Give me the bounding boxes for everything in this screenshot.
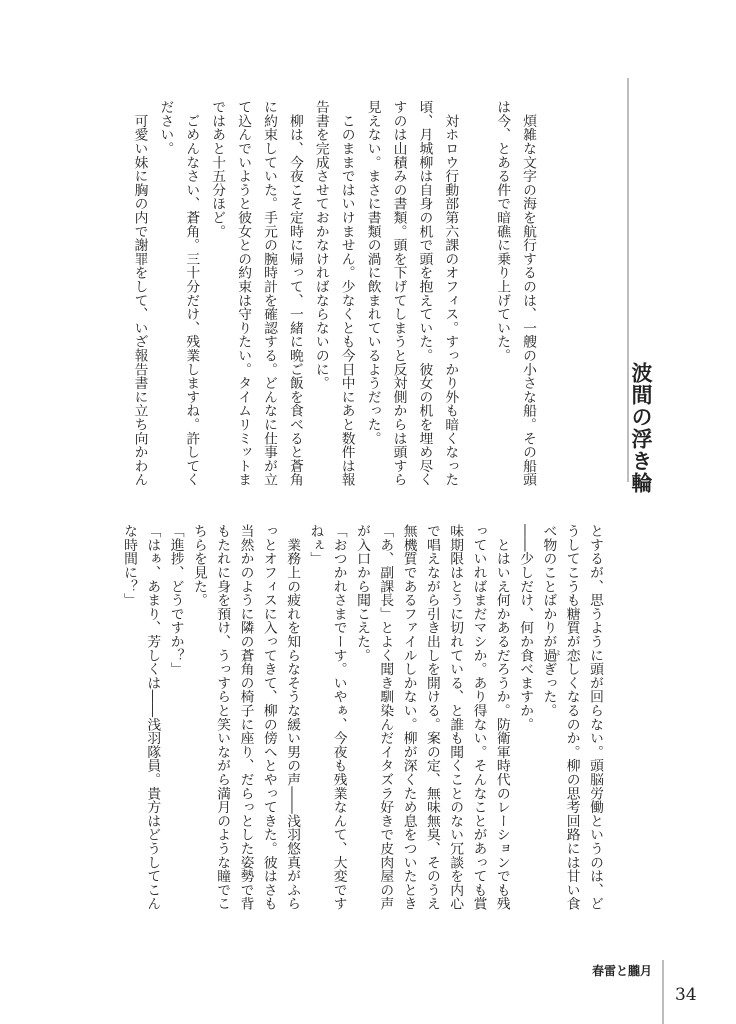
text-column: 対ホロウ行動部第六課のオフィス。すっかり外も暗くなった [442, 100, 459, 487]
text-column: に約束していた。手元の腕時計を確認する。どんなに仕事が立 [261, 100, 277, 487]
text-column: 当然かのように隣の蒼角の椅子に座り、だらっとした姿勢で背 [237, 524, 254, 911]
text-column: 無機質であるファイルしかない。柳が深くため息をついたとき [400, 524, 417, 911]
text-column: ではあと十五分ほど。 [209, 100, 226, 238]
text-column: 頃、月城柳は自身の机で頭を抱えていた。彼女の机を埋め尽く [416, 100, 433, 487]
text-column: すのは山積みの書類。頭を下げてしまうと反対側からは頭すら [390, 100, 407, 487]
text-column: な時間に？」 [121, 524, 137, 607]
text-column: うしてこうも糖質が恋しくなるのか。柳の思考回路には甘い食 [563, 524, 580, 911]
text-column: 告書を完成させておかなければならないのに。 [312, 100, 329, 390]
text-column: ――少しだけ、何か食べますか。 [517, 524, 534, 731]
ruby-annotation: よ [555, 650, 562, 657]
text-column: っていればまだマシか。あり得ない。そんなことがあっても賞 [470, 524, 487, 911]
text-column: 「はぁ、あまり、芳しくは――浅羽隊員。貴方はどうしてこん [144, 524, 161, 911]
text-column: 味期限はとうに切れている、と誰も聞くことのない冗談を内心 [447, 524, 464, 911]
text-column: っとオフィスに入ってきて、柳の傍へとやってきた。彼はさも [260, 524, 277, 911]
text-column: は今、とある件で暗礁に乗り上げていた。 [494, 100, 511, 363]
text-column: ちらを見た。 [190, 524, 207, 607]
text-column: とするが、思うように頭が回らない。頭脳労働というのは、ど [587, 524, 603, 911]
text-column: ださい。 [157, 100, 174, 156]
text-column: 煩雑な文字の海を航行するのは、一艘の小さな船。その船頭 [520, 100, 536, 487]
text-column: で唱えながら引き出しを開ける。案の定、無味無臭、そのうえ [423, 524, 440, 911]
text-column: もたれに身を預け、うっすらと笑いながら満月のような瞳でこ [214, 524, 231, 911]
footer-rule [662, 960, 664, 1024]
text-column: ねぇ」 [307, 524, 324, 566]
text-column: 見えない。まさに書類の渦に飲まれているようだった。 [364, 100, 381, 445]
running-head: 春雷と朧月 [591, 964, 652, 978]
text-column: て込んでいようと彼女との約束は守りたい。タイムリミットま [235, 100, 252, 487]
text-column: 柳は、今夜こそ定時に帰って、一緒に晩ご飯を食べると蒼角 [286, 100, 303, 487]
text-column: 「おつかれさまでーす。いやぁ、今夜も残業なんて、大変です [330, 524, 347, 911]
text-column: が入口から聞こえた。 [354, 524, 370, 662]
text-column: とはいえ何かあるだろうか。防衛軍時代のレーションでも残 [493, 524, 510, 911]
text-column: このままではいけません。少なくとも今日中にあと数件は報 [338, 100, 355, 487]
text-column: 可愛い妹に胸の内で謝罪をして、いざ報告書に立ち向かわん [131, 100, 148, 487]
text-column: ごめんなさい、蒼角。三十分だけ、残業しますね。許してく [183, 100, 200, 487]
text-column: 「進捗、どうですか？」 [167, 524, 184, 676]
text-column: べ物のことばかりが過ぎった。 [540, 524, 557, 718]
story-title: 波間の浮き輪 [629, 362, 654, 494]
text-column: 「あ、副課長」とよく聞き馴染んだイタズラ好きで皮肉屋の声 [377, 524, 394, 911]
text-column: 業務上の疲れを知らなそうな緩い男の声――浅羽悠真がふら [284, 524, 301, 911]
page-number: 34 [675, 985, 697, 1005]
